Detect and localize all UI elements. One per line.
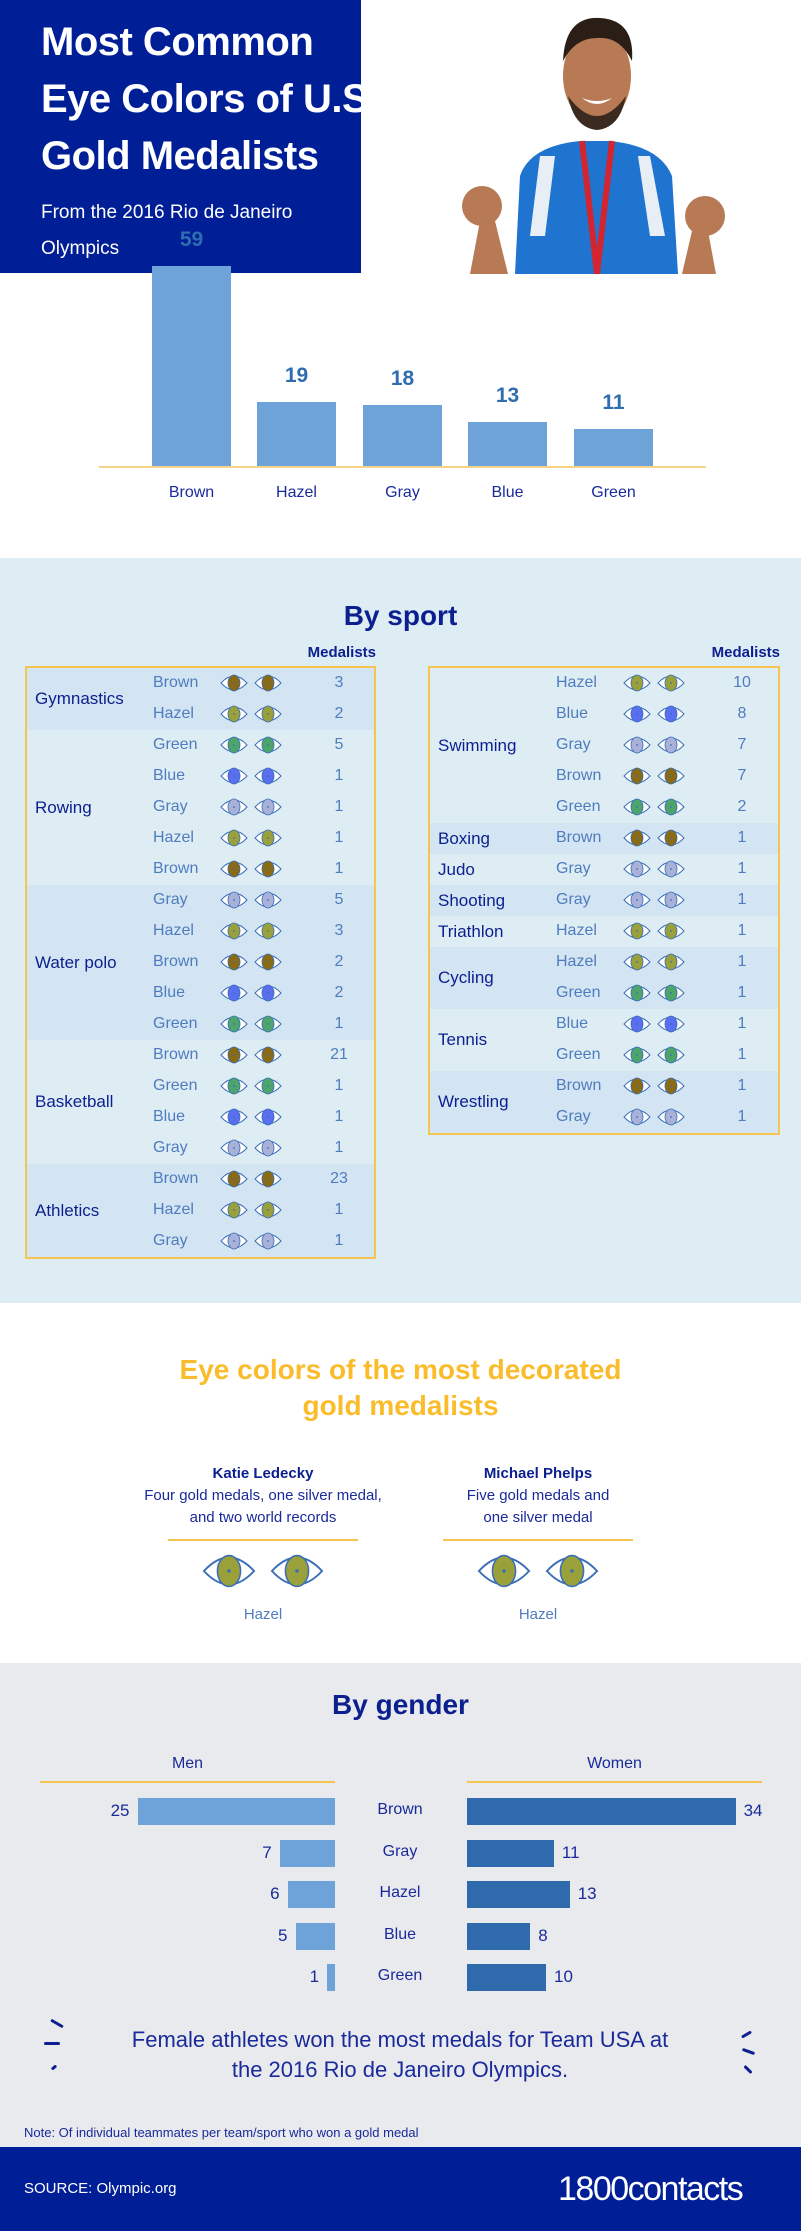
- eye-color-label: Hazel: [556, 953, 597, 970]
- brown-eye-icon: [254, 673, 282, 698]
- medalist-count: 1: [737, 891, 747, 908]
- sport-name: Triathlon: [438, 921, 504, 941]
- eye-color-label: Hazel: [153, 705, 194, 722]
- gender-callout: [60, 2025, 740, 2085]
- medalist-count: 1: [737, 829, 747, 846]
- eye-color-label: Blue: [153, 984, 186, 1001]
- hazel-eye-icon: [623, 921, 651, 946]
- hazel-eye-icon: [202, 1551, 256, 1596]
- callout-line: the 2016 Rio de Janeiro Olympics.: [231, 2057, 569, 2082]
- sport-group: [430, 1009, 778, 1071]
- table-row: [27, 1195, 374, 1226]
- bar-value-label: 19: [284, 363, 309, 387]
- sport-name: Shooting: [438, 890, 506, 910]
- x-axis-line: [99, 466, 706, 468]
- sport-table-left: [25, 666, 376, 1259]
- women-value-label: 13: [577, 1884, 597, 1903]
- sport-group: [430, 854, 778, 885]
- bar-green: [574, 429, 653, 466]
- eye-color-label: Hazel: [556, 922, 597, 939]
- bar-brown: [152, 266, 231, 466]
- medalist-count: 10: [733, 674, 751, 691]
- table-row: [27, 1009, 374, 1040]
- section-title: By gender: [332, 1689, 469, 1720]
- eye-color-label: Brown: [153, 1046, 199, 1063]
- men-bar-hazel: [288, 1881, 335, 1908]
- blue-eye-icon: [623, 704, 651, 729]
- eye-pair: [403, 1551, 673, 1596]
- bar-value-label: 11: [602, 390, 625, 414]
- medalist-count: 1: [737, 1015, 747, 1032]
- eye-color-label: Gray: [153, 1139, 188, 1156]
- bar-gray: [363, 405, 442, 466]
- women-bar-hazel: [467, 1881, 570, 1908]
- eye-color-label: Gray: [556, 736, 591, 753]
- medalist-count: 1: [737, 1046, 747, 1063]
- table-row: [27, 947, 374, 978]
- table-row: [27, 761, 374, 792]
- men-divider: [40, 1781, 335, 1783]
- brown-eye-icon: [220, 673, 248, 698]
- eye-color-label: Hazel: [153, 829, 194, 846]
- gender-category-label: Hazel: [379, 1884, 421, 1901]
- women-bar-green: [467, 1964, 546, 1991]
- table-row: [27, 1164, 374, 1195]
- athlete-name: Michael Phelps: [483, 1465, 593, 1482]
- gray-eye-icon: [657, 1107, 685, 1132]
- title-line: Eye Colors of U.S.: [41, 77, 379, 121]
- table-row: [430, 947, 778, 978]
- eye-color-label: Brown: [556, 829, 602, 846]
- athlete-name: Katie Ledecky: [212, 1465, 314, 1482]
- medalist-count: 3: [334, 922, 344, 939]
- medalist-count: 1: [334, 1015, 344, 1032]
- hazel-eye-icon: [657, 952, 685, 977]
- medalist-count: 8: [737, 705, 747, 722]
- medalist-count: 3: [334, 674, 344, 691]
- eye-color-label: Gray: [556, 891, 591, 908]
- athlete-description: [128, 1485, 398, 1529]
- table-row: [27, 699, 374, 730]
- green-eye-icon: [254, 1076, 282, 1101]
- category-label: Hazel: [276, 484, 317, 501]
- medalist-count: 1: [334, 767, 344, 784]
- brown-eye-icon: [220, 952, 248, 977]
- green-eye-icon: [657, 797, 685, 822]
- hazel-eye-icon: [254, 1200, 282, 1225]
- gray-eye-icon: [254, 1231, 282, 1256]
- eye-color-label: Gray: [556, 860, 591, 877]
- footnote: Note: Of individual teammates per team/sport who won a gold medal: [24, 2125, 419, 2140]
- brown-eye-icon: [254, 952, 282, 977]
- sport-group: [430, 668, 778, 823]
- eye-color-label: Green: [153, 1015, 198, 1032]
- medalist-count: 7: [737, 736, 747, 753]
- medalist-count: 5: [334, 736, 344, 753]
- bar-value-label: 13: [495, 383, 520, 407]
- medalist-count: 1: [737, 984, 747, 1001]
- description-line: one silver medal: [483, 1509, 593, 1526]
- sport-name: Tennis: [438, 1030, 488, 1049]
- category-label: Blue: [491, 484, 524, 501]
- table-row: [27, 1226, 374, 1257]
- sport-group: [27, 1164, 374, 1257]
- table-row: [430, 854, 778, 885]
- medalist-count: 1: [334, 1201, 344, 1218]
- divider: [443, 1539, 633, 1541]
- brown-eye-icon: [254, 1045, 282, 1070]
- table-row: [27, 823, 374, 854]
- brown-eye-icon: [220, 859, 248, 884]
- table-row: [430, 730, 778, 761]
- eye-color-label: Green: [556, 798, 601, 815]
- sport-name: Swimming: [438, 735, 517, 755]
- men-header: Men: [171, 1755, 204, 1772]
- eye-color-label: Blue: [153, 1108, 186, 1125]
- title-line: Most Common: [41, 20, 314, 64]
- table-row: [430, 916, 778, 947]
- eye-color-label: Hazel: [556, 674, 597, 691]
- eye-color-label: Hazel: [243, 1606, 283, 1623]
- medalist-count: 2: [334, 953, 344, 970]
- subtitle-line: From the 2016 Rio de Janeiro: [41, 202, 293, 223]
- men-bar-brown: [138, 1798, 336, 1825]
- green-eye-icon: [254, 735, 282, 760]
- gender-category-label: Green: [377, 1967, 423, 1984]
- sport-group: [27, 1040, 374, 1164]
- category-label: Green: [591, 484, 636, 501]
- blue-eye-icon: [220, 1107, 248, 1132]
- medalist-count: 1: [334, 829, 344, 846]
- eye-color-bar-chart: [0, 0, 801, 540]
- men-value-label: 25: [110, 1801, 130, 1820]
- eye-color-label: Green: [556, 1046, 601, 1063]
- category-label: Gray: [385, 484, 420, 501]
- eye-color-label: Blue: [556, 705, 589, 722]
- eye-color-label: Brown: [153, 1170, 199, 1187]
- sport-name: Rowing: [35, 797, 92, 817]
- brown-eye-icon: [623, 766, 651, 791]
- women-bar-blue: [467, 1923, 530, 1950]
- medalist-count: 1: [737, 1108, 747, 1125]
- hazel-eye-icon: [623, 952, 651, 977]
- blue-eye-icon: [657, 1014, 685, 1039]
- table-row: [27, 978, 374, 1009]
- green-eye-icon: [657, 1045, 685, 1070]
- green-eye-icon: [220, 735, 248, 760]
- brown-eye-icon: [657, 766, 685, 791]
- men-value-label: 1: [309, 1967, 320, 1986]
- medalist-count: 1: [334, 860, 344, 877]
- eye-color-label: Green: [556, 984, 601, 1001]
- description-line: and two world records: [189, 1509, 337, 1526]
- decorated-title-line: Eye colors of the most decorated: [179, 1354, 622, 1385]
- hazel-eye-icon: [254, 921, 282, 946]
- medalist-count: 23: [330, 1170, 348, 1187]
- eye-color-label: Gray: [556, 1108, 591, 1125]
- medalist-count: 1: [334, 1108, 344, 1125]
- athlete-description: [403, 1485, 673, 1529]
- table-row: [430, 823, 778, 854]
- table-row: [430, 1009, 778, 1040]
- subtitle-line: Olympics: [41, 238, 120, 259]
- decorated-title: [0, 1352, 801, 1424]
- medalist-count: 1: [737, 1077, 747, 1094]
- table-row: [430, 792, 778, 823]
- hazel-eye-icon: [657, 921, 685, 946]
- medalist-count: 5: [334, 891, 344, 908]
- category-label: Brown: [168, 484, 215, 501]
- blue-eye-icon: [220, 766, 248, 791]
- eye-pair: [128, 1551, 398, 1596]
- medalist-count: 2: [334, 705, 344, 722]
- green-eye-icon: [623, 1045, 651, 1070]
- sport-name: Athletics: [35, 1200, 100, 1220]
- eye-color-label: Brown: [153, 860, 199, 877]
- gray-eye-icon: [254, 797, 282, 822]
- blue-eye-icon: [220, 983, 248, 1008]
- quote-mark-decoration: [44, 2042, 60, 2045]
- sport-name: Wrestling: [438, 1092, 509, 1111]
- eye-color-label: Hazel: [153, 922, 194, 939]
- brown-eye-icon: [657, 1076, 685, 1101]
- green-eye-icon: [623, 983, 651, 1008]
- gray-eye-icon: [623, 1107, 651, 1132]
- sport-name: Water polo: [35, 952, 117, 972]
- medalist-count: 2: [334, 984, 344, 1001]
- gray-eye-icon: [220, 797, 248, 822]
- sport-group: [27, 668, 374, 730]
- gray-eye-icon: [657, 735, 685, 760]
- green-eye-icon: [220, 1076, 248, 1101]
- eye-color-label: Hazel: [518, 1606, 558, 1623]
- table-row: [27, 1071, 374, 1102]
- table-row: [27, 916, 374, 947]
- column-header-medalists: Medalists: [711, 644, 780, 661]
- gray-eye-icon: [254, 890, 282, 915]
- gray-eye-icon: [623, 890, 651, 915]
- eye-color-label: Gray: [153, 891, 188, 908]
- green-eye-icon: [657, 983, 685, 1008]
- sport-group: [430, 1071, 778, 1133]
- eye-color-label: Brown: [556, 767, 602, 784]
- title-line: Gold Medalists: [41, 134, 319, 178]
- men-bar-gray: [280, 1840, 335, 1867]
- brown-eye-icon: [220, 1169, 248, 1194]
- table-row: [27, 885, 374, 916]
- men-value-label: 5: [278, 1925, 288, 1945]
- gray-eye-icon: [220, 1138, 248, 1163]
- gray-eye-icon: [623, 859, 651, 884]
- table-row: [430, 1102, 778, 1133]
- women-value-label: 10: [554, 1967, 573, 1986]
- divider: [168, 1539, 358, 1541]
- table-row: [27, 668, 374, 699]
- women-bar-brown: [467, 1798, 736, 1825]
- gray-eye-icon: [220, 890, 248, 915]
- eye-color-label: Hazel: [153, 1201, 194, 1218]
- table-row: [27, 730, 374, 761]
- sport-group: [430, 885, 778, 916]
- hazel-eye-icon: [477, 1551, 531, 1596]
- eye-color-label: Brown: [556, 1077, 602, 1094]
- men-value-label: 7: [262, 1842, 272, 1862]
- table-row: [27, 1133, 374, 1164]
- gray-eye-icon: [657, 890, 685, 915]
- blue-eye-icon: [623, 1014, 651, 1039]
- women-header: Women: [587, 1755, 642, 1772]
- brown-eye-icon: [623, 1076, 651, 1101]
- medalist-count: 1: [334, 798, 344, 815]
- men-bar-green: [327, 1964, 335, 1991]
- bar-value-label: 18: [390, 366, 415, 390]
- athlete-card: [128, 1463, 398, 1623]
- sport-group: [27, 885, 374, 1040]
- women-value-label: 11: [561, 1842, 580, 1862]
- brown-eye-icon: [657, 828, 685, 853]
- sport-name: Boxing: [438, 828, 490, 848]
- table-row: [27, 792, 374, 823]
- sport-group: [27, 730, 374, 885]
- eye-color-label: Green: [153, 1077, 198, 1094]
- gray-eye-icon: [657, 859, 685, 884]
- hazel-eye-icon: [254, 828, 282, 853]
- gender-category-label: Blue: [383, 1925, 417, 1943]
- hazel-eye-icon: [220, 704, 248, 729]
- sport-table-right: [428, 666, 780, 1135]
- medalist-count: 21: [330, 1046, 348, 1063]
- description-line: Four gold medals, one silver medal,: [144, 1487, 382, 1504]
- gender-category-label: Brown: [377, 1801, 423, 1818]
- source-text: SOURCE: Olympic.org: [24, 2180, 177, 2197]
- green-eye-icon: [623, 797, 651, 822]
- table-row: [430, 885, 778, 916]
- brown-eye-icon: [254, 1169, 282, 1194]
- decorated-title-line: gold medalists: [302, 1390, 499, 1421]
- table-row: [430, 1040, 778, 1071]
- brown-eye-icon: [220, 1045, 248, 1070]
- sport-group: [430, 823, 778, 854]
- table-row: [430, 1071, 778, 1102]
- hazel-eye-icon: [657, 673, 685, 698]
- eye-color-label: Brown: [153, 674, 199, 691]
- women-value-label: 34: [743, 1801, 763, 1820]
- women-divider: [467, 1781, 762, 1783]
- men-value-label: 6: [270, 1884, 280, 1903]
- eye-color-label: Brown: [153, 953, 199, 970]
- medalist-count: 7: [737, 767, 747, 784]
- brand-logo: 1800contacts: [558, 2170, 743, 2208]
- eye-color-label: Gray: [153, 1232, 188, 1249]
- green-eye-icon: [220, 1014, 248, 1039]
- hazel-eye-icon: [220, 1200, 248, 1225]
- eye-color-label: Gray: [153, 798, 188, 815]
- sport-name: Basketball: [35, 1092, 114, 1111]
- table-row: [27, 854, 374, 885]
- medalist-count: 1: [334, 1077, 344, 1094]
- callout-line: Female athletes won the most medals for Team USA at: [131, 2027, 669, 2052]
- hazel-eye-icon: [623, 673, 651, 698]
- gray-eye-icon: [623, 735, 651, 760]
- table-row: [430, 761, 778, 792]
- eye-color-label: Green: [153, 736, 198, 753]
- medalist-count: 1: [737, 860, 747, 877]
- hazel-eye-icon: [270, 1551, 324, 1596]
- women-bar-gray: [467, 1840, 554, 1867]
- eye-color-label: Blue: [153, 767, 186, 784]
- eye-color-label: Blue: [556, 1015, 589, 1032]
- table-row: [430, 668, 778, 699]
- gray-eye-icon: [254, 1138, 282, 1163]
- medalist-count: 2: [737, 798, 747, 815]
- sport-name: Gymnastics: [35, 689, 124, 708]
- sport-group: [430, 947, 778, 1009]
- table-row: [27, 1102, 374, 1133]
- blue-eye-icon: [254, 983, 282, 1008]
- women-value-label: 8: [538, 1925, 548, 1945]
- brown-eye-icon: [254, 859, 282, 884]
- table-row: [27, 1040, 374, 1071]
- bar-blue: [468, 422, 547, 466]
- medalist-count: 1: [334, 1232, 344, 1249]
- table-row: [430, 699, 778, 730]
- sport-group: [430, 916, 778, 947]
- gray-eye-icon: [220, 1231, 248, 1256]
- hazel-eye-icon: [254, 704, 282, 729]
- men-bar-blue: [296, 1923, 336, 1950]
- table-row: [430, 978, 778, 1009]
- medalist-count: 1: [737, 922, 747, 939]
- blue-eye-icon: [657, 704, 685, 729]
- column-header-medalists: Medalists: [307, 644, 376, 661]
- blue-eye-icon: [254, 766, 282, 791]
- athlete-card: [403, 1463, 673, 1623]
- medalist-count: 1: [334, 1139, 344, 1156]
- sport-name: Judo: [438, 859, 475, 879]
- bar-hazel: [257, 402, 336, 466]
- sport-name: Cycling: [438, 968, 494, 987]
- section-title: By sport: [343, 600, 458, 631]
- hazel-eye-icon: [545, 1551, 599, 1596]
- brown-eye-icon: [623, 828, 651, 853]
- gender-category-label: Gray: [382, 1842, 418, 1860]
- green-eye-icon: [254, 1014, 282, 1039]
- hazel-eye-icon: [220, 921, 248, 946]
- medalist-count: 1: [737, 953, 747, 970]
- hazel-eye-icon: [220, 828, 248, 853]
- blue-eye-icon: [254, 1107, 282, 1132]
- bar-value-label: 59: [179, 228, 204, 251]
- description-line: Five gold medals and: [466, 1487, 610, 1504]
